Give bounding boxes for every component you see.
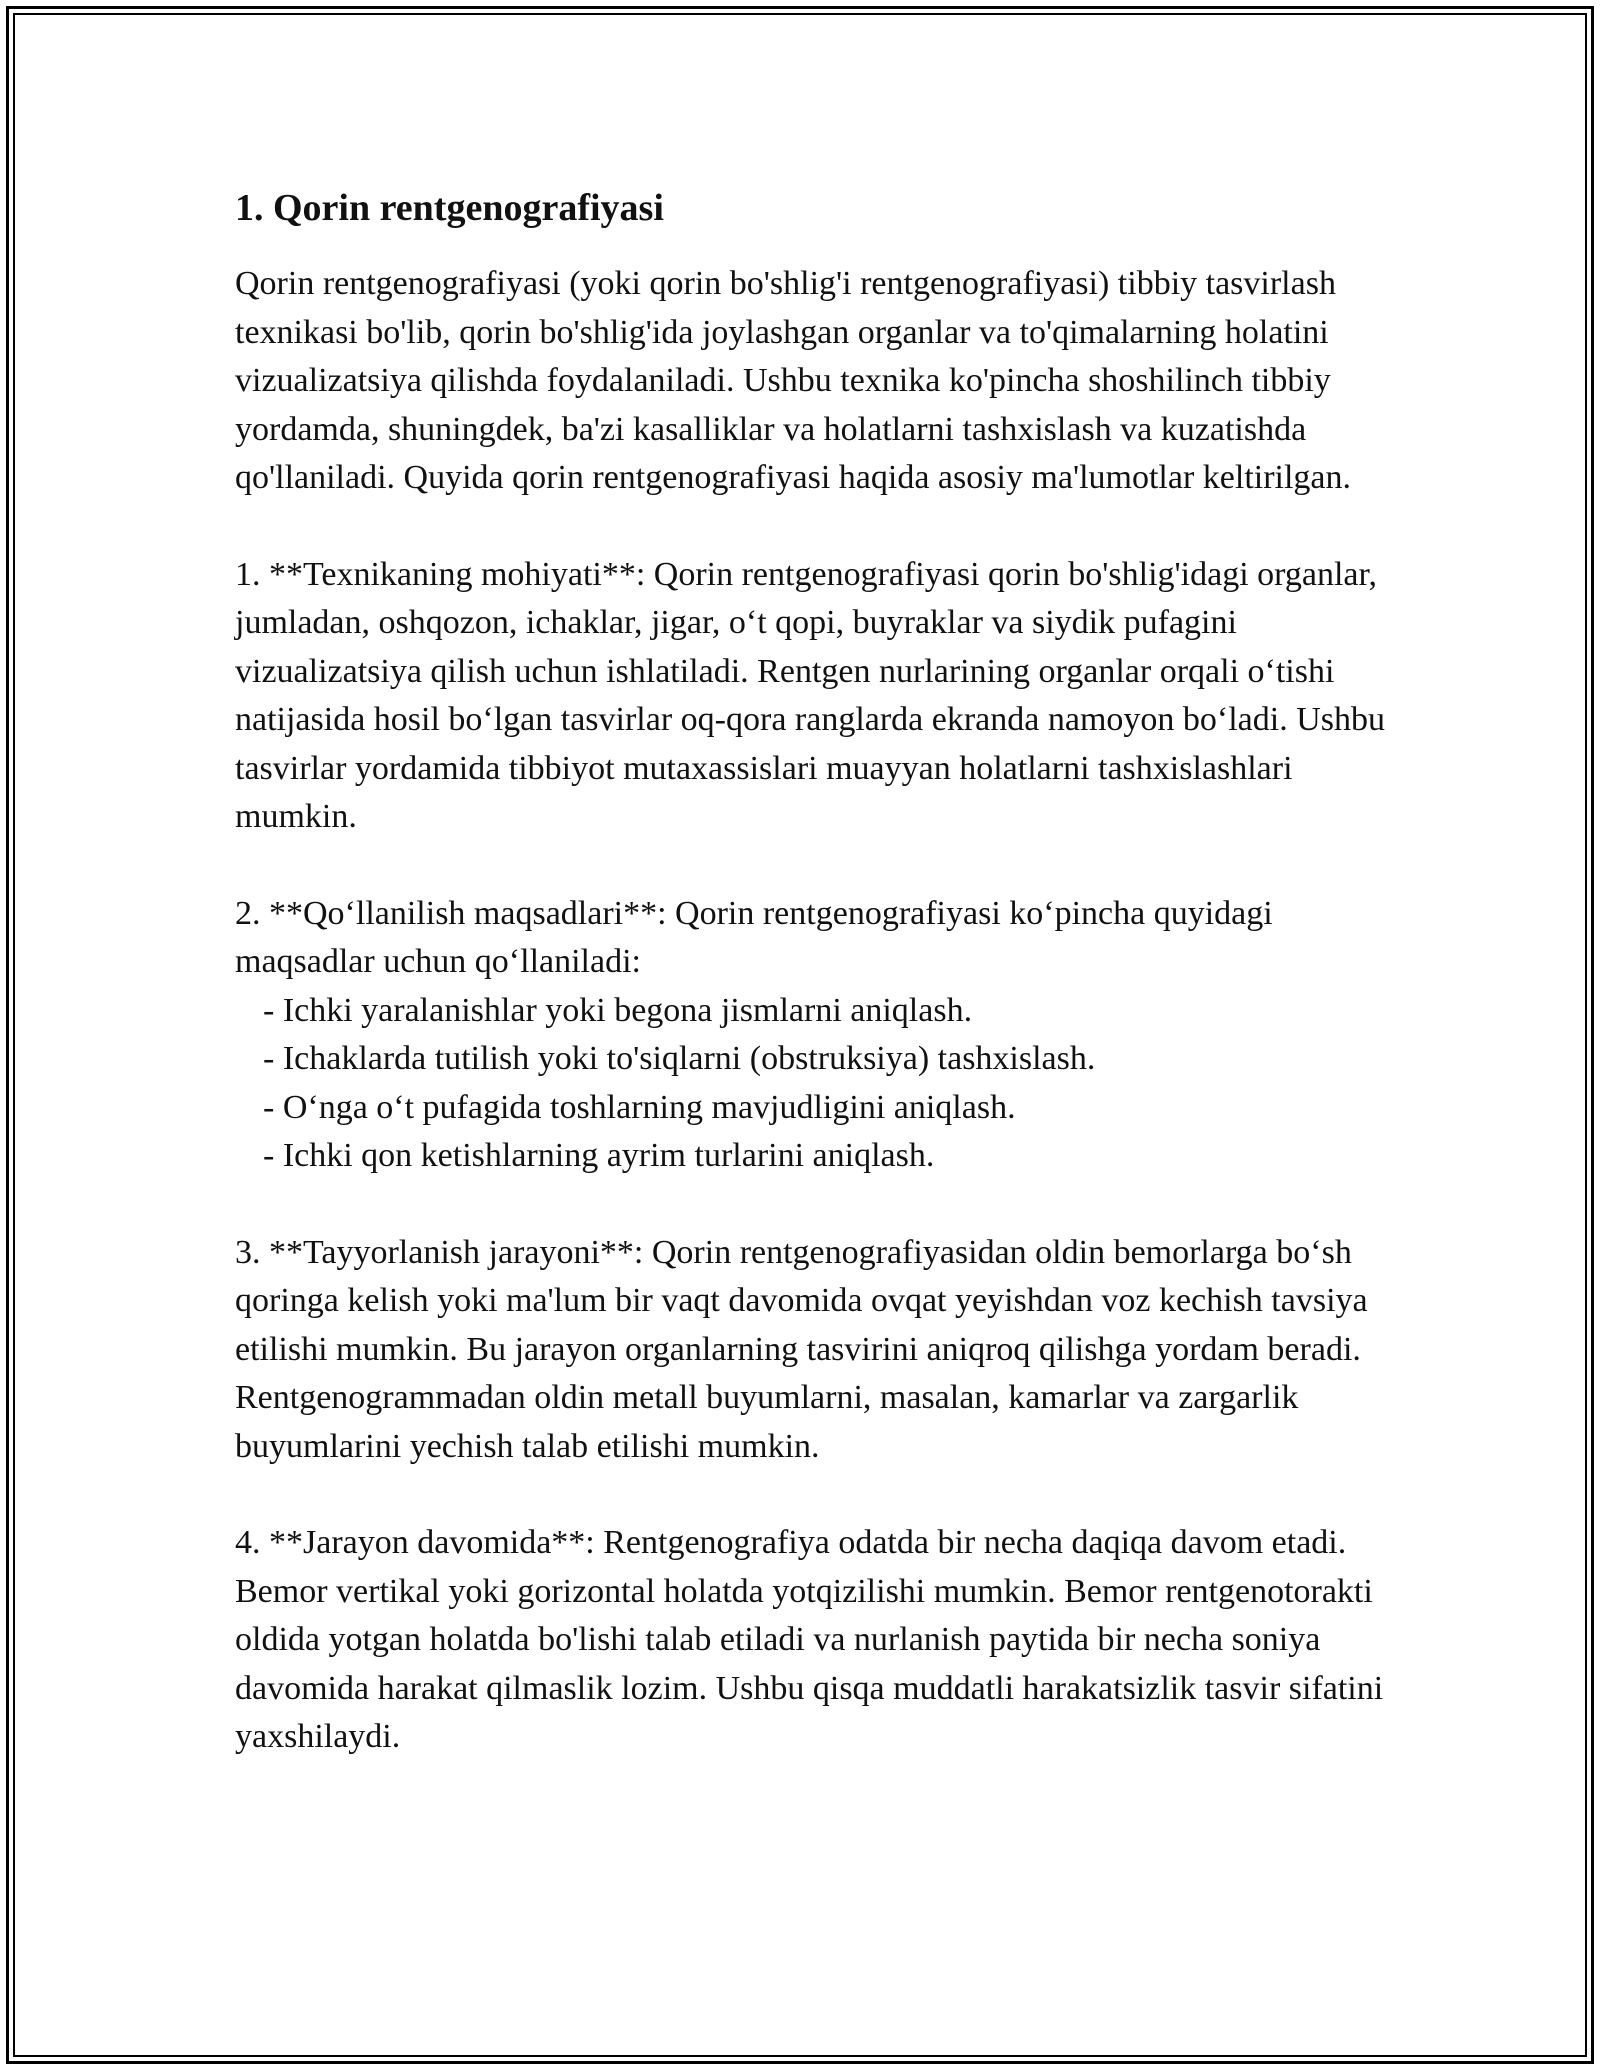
section-4 — [235, 1519, 1405, 1762]
list-item: - O‘nga o‘t pufagida toshlarning mavjudligini aniqlash. — [263, 1088, 1016, 1126]
section-3-text: 3. **Tayyorlanish jarayoni**: Qorin rentgenografiyasidan oldin bemorlarga bo‘sh qoringa kelish yoki ma'lum bir vaqt davomida ovqat yeyishdan voz kechish tavsiya etilishi mumkin. Bu jarayon organlarning tasvirini aniqroq qilishga yordam beradi. Rentgenogrammadan oldin metall buyumlarni, masalan, kamarlar va zargarlik buyumlarini yechish talab etilishi mumkin. — [235, 1233, 1368, 1465]
section-2 — [235, 890, 1405, 1181]
section-4-text: 4. **Jarayon davomida**: Rentgenografiya odatda bir necha daqiqa davom etadi. Bemor vertikal yoki gorizontal holatda yotqizilishi mumkin. Bemor rentgenotorakti oldida yotgan holatda bo'lishi talab etiladi va nurlanish paytida bir necha soniya davomida harakat qilmaslik lozim. Ushbu qisqa muddatli harakatsizlik tasvir sifatini yaxshilaydi. — [235, 1524, 1384, 1755]
section-3 — [235, 1229, 1405, 1472]
section-2-text: 2. **Qo‘llanilish maqsadlari**: Qorin rentgenografiyasi ko‘pincha quyidagi maqsadlar uchun qo‘llaniladi: — [235, 894, 1273, 980]
list-item: - Ichki yaralanishlar yoki begona jismlarni aniqlash. — [263, 991, 973, 1029]
document-heading: 1. Qorin rentgenografiyasi — [235, 187, 664, 229]
list-item: - Ichaklarda tutilish yoki to'siqlarni (obstruksiya) tashxislash. — [263, 1040, 1096, 1077]
intro-paragraph: Qorin rentgenografiyasi (yoki qorin bo'shlig'i rentgenografiyasi) tibbiy tasvirlash texnikasi bo'lib, qorin bo'shlig'ida joylashgan organlar va to'qimalarning holatini vizualizatsiya qilishda foydalaniladi. Ushbu texnika ko'pincha shoshilinch tibbiy yordamda, shuningdek, ba'zi kasalliklar va holatlarni tashxislash va kuzatishda qo'llaniladi. Quyida qorin rentgenografiyasi haqida asosiy ma'lumotlar keltirilgan. — [235, 265, 1352, 496]
list-item: - Ichki qon ketishlarning ayrim turlarini aniqlash. — [263, 1137, 935, 1174]
section-2-list — [235, 987, 1405, 1181]
section-1-text: 1. **Texnikaning mohiyati**: Qorin rentgenografiyasi qorin bo'shlig'idagi organlar, jumladan, oshqozon, ichaklar, jigar, o‘t qopi, buyraklar va siydik pufagini vizualizatsiya qilish uchun ishlatiladi. Rentgen nurlarining organlar orqali o‘tishi natijasida hosil bo‘lgan tasvirlar oq-qora ranglarda ekranda namoyon bo‘ladi. Ushbu tasvirlar yordamida tibbiyot mutaxassislari muayyan holatlarni tashxislashlari mumkin. — [235, 555, 1385, 835]
document-body — [235, 184, 1405, 1810]
section-1 — [235, 551, 1405, 842]
